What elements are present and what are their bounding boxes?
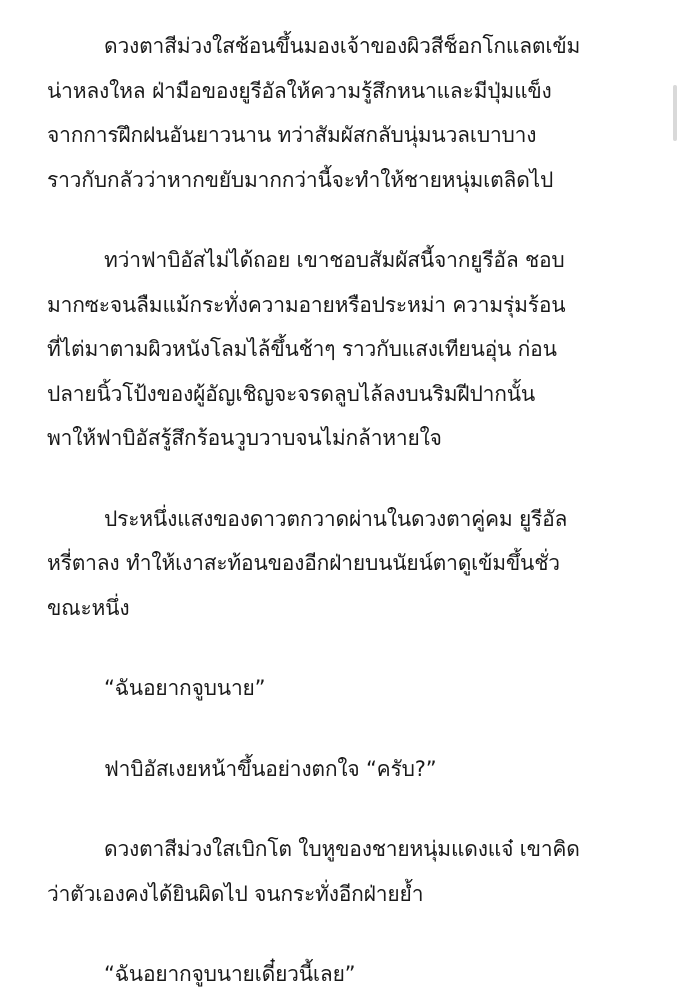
text-line: ขณะหนึ่ง bbox=[47, 595, 130, 620]
text-line: “ฉันอยากจูบนาย” bbox=[104, 676, 266, 700]
text-line: พาให้ฟาบิอัสรู้สึกร้อนวูบวาบจนไม่กล้าหายใจ bbox=[47, 426, 442, 450]
paragraph bbox=[47, 24, 631, 202]
paragraph bbox=[47, 747, 631, 792]
text-line: ปลายนิ้วโป้งของผู้อัญเชิญจะจรดลูบไล้ลงบนริมฝีปากนั้น bbox=[47, 381, 536, 406]
text-line: “ฉันอยากจูบนายเดี๋ยวนี้เลย” bbox=[104, 962, 356, 986]
text-line: ดวงตาสีม่วงใสเบิกโต ใบหูของชายหนุ่มแดงแจ๋ เขาคิด bbox=[104, 837, 580, 861]
dialogue-paragraph bbox=[47, 666, 631, 711]
text-line: ประหนึ่งแสงของดาวตกวาดผ่านในดวงตาคู่คม ยูรีอัล bbox=[104, 506, 568, 531]
text-line: น่าหลงใหล ฝ่ามือของยูรีอัลให้ความรู้สึกหนาและมีปุ่มแข็ง bbox=[47, 78, 552, 103]
text-line: มากซะจนลืมแม้กระทั่งความอายหรือประหม่า ความรุ่มร้อน bbox=[47, 292, 566, 317]
paragraph bbox=[47, 238, 631, 461]
story-text bbox=[47, 24, 631, 1000]
text-line: ทว่าฟาบิอัสไม่ได้ถอย เขาชอบสัมผัสนี้จากยูรีอัล ชอบ bbox=[104, 248, 565, 272]
dialogue-paragraph bbox=[47, 952, 631, 997]
text-line: จากการฝึกฝนอันยาวนาน ทว่าสัมผัสกลับนุ่มนวลเบาบาง bbox=[47, 123, 537, 147]
text-line: หรี่ตาลง ทำให้เงาสะท้อนของอีกฝ่ายบนนัยน์ตาดูเข้มขึ้นชั่ว bbox=[47, 551, 560, 575]
text-line: ว่าตัวเองคงได้ยินผิดไป จนกระทั่งอีกฝ่ายย้ำ bbox=[47, 881, 424, 906]
text-line: ราวกับกลัวว่าหากขยับมากกว่านี้จะทำให้ชายหนุ่มเตลิดไป bbox=[47, 167, 554, 192]
text-line: ที่ไต่มาตามผิวหนังโลมไล้ขึ้นช้าๆ ราวกับแสงเทียนอุ่น ก่อน bbox=[47, 337, 557, 361]
scrollbar-thumb[interactable] bbox=[673, 85, 677, 141]
text-line: ฟาบิอัสเงยหน้าขึ้นอย่างตกใจ “ครับ?” bbox=[104, 756, 437, 781]
text-line: ดวงตาสีม่วงใสช้อนขึ้นมองเจ้าของผิวสีช็อกโกแลตเข้ม bbox=[104, 34, 581, 58]
paragraph bbox=[47, 827, 631, 916]
paragraph bbox=[47, 497, 631, 631]
scrollbar[interactable] bbox=[671, 0, 678, 1000]
